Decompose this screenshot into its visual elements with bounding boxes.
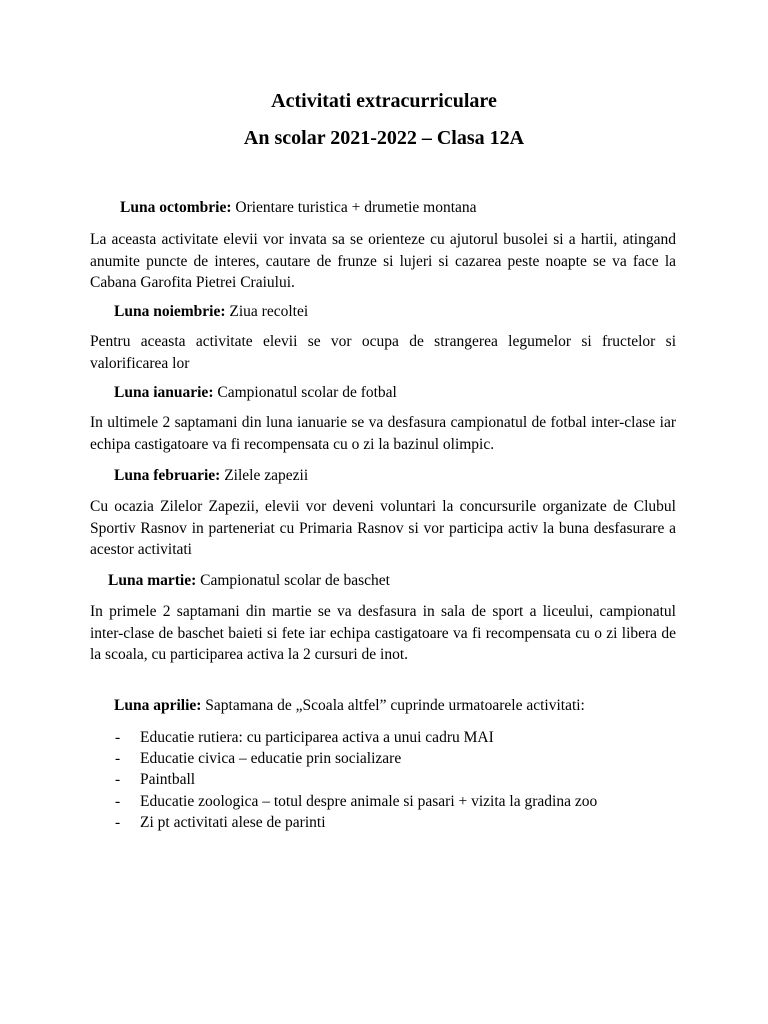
month-label: Luna martie: bbox=[108, 572, 197, 589]
activity-name: Campionatul scolar de fotbal bbox=[217, 384, 397, 401]
list-item-text: Educatie rutiera: cu participarea activa a unui cadru MAI bbox=[140, 729, 494, 746]
list-item bbox=[90, 769, 690, 790]
section-heading-february bbox=[114, 466, 308, 486]
bullet-dash: - bbox=[115, 792, 121, 810]
section-text-november: Pentru aceasta activitate elevii se vor ocupa de strangerea legumelor si fructelor si valorificarea lor bbox=[90, 333, 676, 372]
section-text-march: In primele 2 saptamani din martie se va desfasura in sala de sport a liceului, campionatul inter-clase de baschet baieti si fete iar echipa castigatoare va fi recompensata cu o zi libera de la scoala, cu participarea activa la 2 cursuri de inot. bbox=[90, 603, 676, 664]
month-label: Luna noiembrie: bbox=[114, 303, 226, 320]
activity-name: Campionatul scolar de baschet bbox=[200, 572, 390, 589]
list-item-text: Educatie civica – educatie prin socializare bbox=[140, 750, 402, 768]
activity-name: Ziua recoltei bbox=[229, 303, 309, 320]
activity-name: Saptamana de „Scoala altfel” cuprinde urmatoarele activitati: bbox=[205, 697, 585, 714]
list-item-text: Zi pt activitati alese de parinti bbox=[140, 813, 326, 831]
document-subtitle: An scolar 2021-2022 – Clasa 12A bbox=[243, 127, 525, 149]
section-heading-october bbox=[120, 198, 477, 218]
section-text-january: In ultimele 2 saptamani din luna ianuarie se va desfasura campionatul de fotbal inter-clase iar echipa castigatoare va fi recompensata cu o zi la bazinul olimpic. bbox=[90, 414, 676, 453]
activity-name: Orientare turistica + drumetie montana bbox=[235, 199, 477, 216]
list-item bbox=[90, 727, 690, 748]
section-heading-march bbox=[108, 571, 390, 591]
bullet-dash: - bbox=[115, 813, 121, 831]
month-label: Luna februarie: bbox=[114, 467, 221, 484]
document-title: Activitati extracurriculare bbox=[271, 90, 497, 112]
section-heading-april bbox=[114, 696, 585, 716]
bullet-dash: - bbox=[115, 729, 121, 746]
month-label: Luna aprilie: bbox=[114, 697, 202, 714]
section-heading-november bbox=[114, 302, 308, 322]
list-item-text: Paintball bbox=[140, 771, 196, 789]
april-activities-list bbox=[90, 727, 690, 833]
section-text-february: Cu ocazia Zilelor Zapezii, elevii vor deveni voluntari la concursurile organizate de Clubul Sportiv Rasnov in parteneriat cu Primaria Rasnov si vor participa activ la buna desfasurare a acestor activitati bbox=[90, 498, 676, 559]
list-item bbox=[90, 812, 690, 833]
month-label: Luna ianuarie: bbox=[114, 384, 214, 401]
section-text-october: La aceasta activitate elevii vor invata sa se orienteze cu ajutorul busolei si a hartii, atingand anumite puncte de interes, cautare de frunze si lujeri si cazarea peste noapte se va face la Cabana Garofita Pietrei Craiului. bbox=[90, 231, 676, 292]
bullet-dash: - bbox=[115, 771, 121, 789]
section-heading-january bbox=[114, 383, 397, 403]
list-item bbox=[90, 791, 690, 812]
list-item-text: Educatie zoologica – totul despre animale si pasari + vizita la gradina zoo bbox=[140, 792, 598, 810]
list-item bbox=[90, 748, 690, 769]
activity-name: Zilele zapezii bbox=[224, 467, 309, 484]
bullet-dash: - bbox=[115, 750, 121, 768]
month-label: Luna octombrie: bbox=[120, 199, 232, 216]
